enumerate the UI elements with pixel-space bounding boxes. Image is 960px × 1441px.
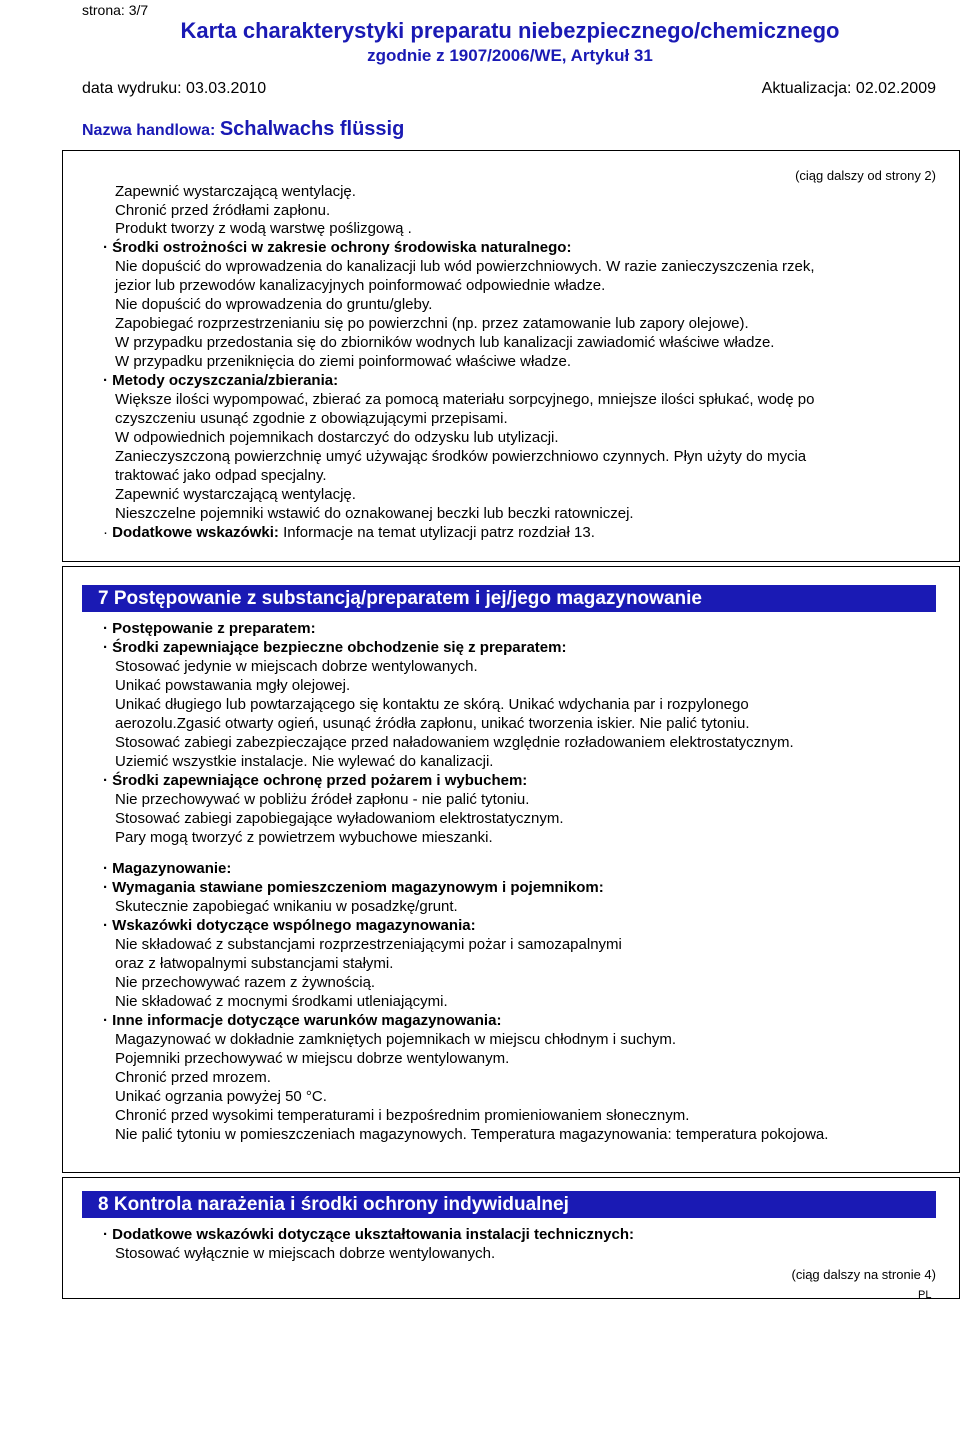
subheading: · Wymagania stawiane pomieszczeniom magazynowym i pojemnikom: [103,879,604,896]
document-subtitle: zgodnie z 1907/2006/WE, Artykuł 31 [367,46,653,65]
update-date: Aktualizacja: 02.02.2009 [761,80,936,97]
trade-name-row [82,118,404,141]
text-line: Nie dopuścić do wprowadzenia do kanalizacji lub wód powierzchniowych. W razie zanieczyszczenia rzek, [115,258,815,275]
text-line: Nie przechowywać w pobliżu źródeł zapłonu - nie palić tytoniu. [115,791,530,808]
text-line: czyszczeniu usunąć zgodnie z obowiązującymi przepisami. [115,410,508,427]
subheading: · Magazynowanie: [103,860,232,877]
subheading: · Środki zapewniające bezpieczne obchodzenie się z preparatem: [103,639,567,656]
text-line: Stosować jedynie w miejscach dobrze wentylowanych. [115,658,478,675]
subheading: · Środki ostrożności w zakresie ochrony środowiska naturalnego: [103,239,572,256]
subheading: · Inne informacje dotyczące warunków magazynowania: [103,1012,502,1029]
text-line: W odpowiednich pojemnikach dostarczyć do odzysku lub utylizacji. [115,429,559,446]
trade-name-label: Nazwa handlowa: [82,122,216,139]
text-line: Stosować zabiegi zabezpieczające przed naładowaniem względnie rozładowaniem elektrostatycznym. [115,734,794,751]
page-number: strona: 3/7 [82,2,149,18]
text-line: Większe ilości wypompować, zbierać za pomocą materiału sorpcyjnego, mniejsze ilości spłukać, wodę po [115,391,815,408]
text-line: Nieszczelne pojemniki wstawić do oznakowanej beczki lub beczki ratowniczej. [115,505,634,522]
text-line: Nie dopuścić do wprowadzenia do gruntu/gleby. [115,296,433,313]
text-line: Skutecznie zapobiegać wnikaniu w posadzkę/grunt. [115,898,458,915]
text-line: Chronić przed wysokimi temperaturami i bezpośrednim promieniowaniem słonecznym. [115,1107,690,1124]
text-line: Nie składować z mocnymi środkami utleniającymi. [115,993,448,1010]
text-line: traktować jako odpad specjalny. [115,467,327,484]
meta-row [82,80,936,98]
section7-heading: 7 Postępowanie z substancją/preparatem i jej/jego magazynowanie [82,585,936,612]
text-line: aerozolu.Zgasić otwarty ogień, usunąć źródła zapłonu, unikać tworzenia iskier. Nie palić tytoniu. [115,715,750,732]
subheading: · Środki zapewniające ochronę przed pożarem i wybuchem: [103,772,528,789]
text-line: Produkt tworzy z wodą warstwę poślizgową . [115,220,412,237]
text-line: Unikać długiego lub powtarzającego się kontaktu ze skórą. Unikać wdychania par i rozpylonego [115,696,749,713]
text-line: Zanieczyszczoną powierzchnię umyć używając środków powierzchniowo czynnych. Płyn użyty do mycia [115,448,807,465]
text-line: Chronić przed mrozem. [115,1069,271,1086]
subheading: · Wskazówki dotyczące wspólnego magazynowania: [103,917,476,934]
text-line: W przypadku przedostania się do zbiorników wodnych lub kanalizacji zawiadomić właściwe władze. [115,334,775,351]
text-line: jezior lub przewodów kanalizacyjnych poinformować odpowiednie władze. [115,277,606,294]
text-line: oraz z łatwopalnymi substancjami stałymi. [115,955,394,972]
text-line: Nie składować z substancjami rozprzestrzeniającymi pożar i samozapalnymi [115,936,622,953]
text-line: Pojemniki przechowywać w miejscu dobrze wentylowanym. [115,1050,510,1067]
text-line: Zapewnić wystarczającą wentylację. [115,183,356,200]
print-date: data wydruku: 03.03.2010 [82,80,267,97]
text-line: Uziemić wszystkie instalacje. Nie wylewać do kanalizacji. [115,753,494,770]
document-title: Karta charakterystyki preparatu niebezpiecznego/chemicznego [180,18,840,43]
text-line: Chronić przed źródłami zapłonu. [115,202,331,219]
text-line: Pary mogą tworzyć z powietrzem wybuchowe mieszanki. [115,829,493,846]
text-line: Nie przechowywać razem z żywnością. [115,974,376,991]
subheading: · Metody oczyszczania/zbierania: [103,372,339,389]
language-code: PL [918,1289,932,1301]
subheading: · Dodatkowe wskazówki dotyczące ukształtowania instalacji technicznych: [103,1226,634,1243]
text-line: Unikać ogrzania powyżej 50 °C. [115,1088,327,1105]
continued-from: (ciąg dalszy od strony 2) [795,168,936,183]
text-line: Zapewnić wystarczającą wentylację. [115,486,356,503]
text-line: Stosować zabiegi zapobiegające wyładowaniom elektrostatycznym. [115,810,564,827]
section8-heading: 8 Kontrola narażenia i środki ochrony indywidualnej [82,1191,936,1218]
text-line: Nie palić tytoniu w pomieszczeniach magazynowych. Temperatura magazynowania: temperatura pokojowa. [115,1126,829,1143]
text-line: W przypadku przeniknięcia do ziemi poinformować właściwe władze. [115,353,572,370]
text-line: Stosować wyłącznie w miejscach dobrze wentylowanych. [115,1245,496,1262]
text-line: Unikać powstawania mgły olejowej. [115,677,351,694]
trade-name-value: Schalwachs flüssig [219,118,405,140]
text-line: Zapobiegać rozprzestrzenianiu się po powierzchni (np. przez zatamowanie lub zapory olejowe). [115,315,749,332]
text-line: · Dodatkowe wskazówki: Informacje na temat utylizacji patrz rozdział 13. [103,524,595,541]
subheading: · Postępowanie z preparatem: [103,620,316,637]
continued-to: (ciąg dalszy na stronie 4) [791,1267,936,1282]
text-line: Magazynować w dokładnie zamkniętych pojemnikach w miejscu chłodnym i suchym. [115,1031,677,1048]
